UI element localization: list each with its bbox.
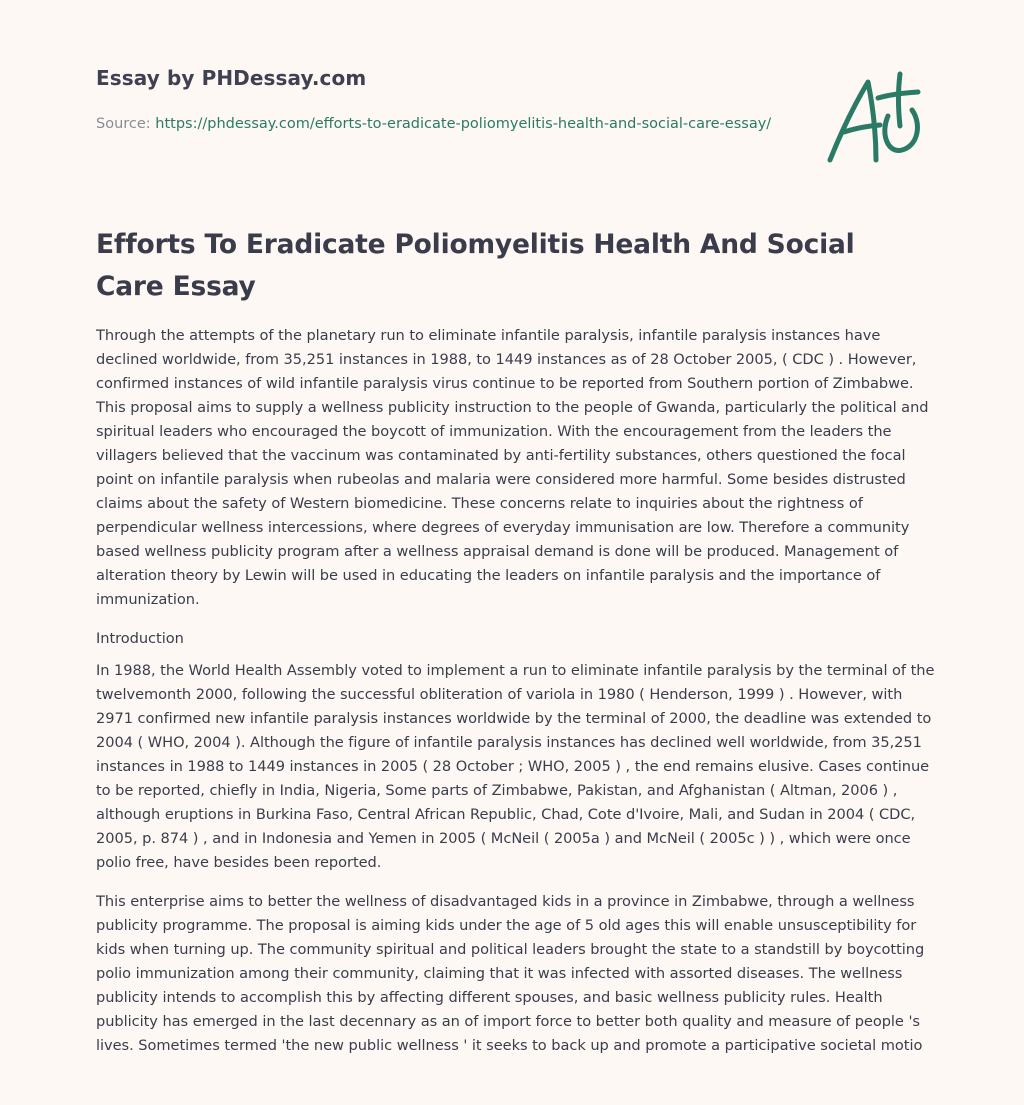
source-line (96, 112, 776, 136)
essay-title: Efforts To Eradicate Poliomyelitis Health And Social Care Essay (96, 229, 855, 302)
essay-paragraph: Through the attempts of the planetary run to eliminate infantile paralysis, infantile paralysis instances have declined worldwide, from 35,251 instances in 1988, to 1449 instances as of 28 October 2005, ( CDC ) . However, confirmed instances of wild infantile paralysis virus continue to be reported from Southern portion of Zimbabwe. This proposal aims to supply a wellness publicity instruction to the people of Gwanda, particularly the political and spiritual leaders who encouraged the boycott of immunization. With the encouragement from the leaders the villagers believed that the vaccinum was contaminated by anti-fertility substances, others questioned the focal point on infantile paralysis when rubeolas and malaria were considered more harmful. Some besides distrusted claims about the safety of Western biomedicine. These concerns relate to inquiries about the rightness of perpendicular wellness intercessions, where degrees of everyday immunisation are low. Therefore a community based wellness publicity program after a wellness appraisal demand is done will be produced. Management of alteration theory by Lewin will be used in educating the leaders on infantile paralysis and the importance of immunization. (96, 327, 929, 608)
essay-paragraph: In 1988, the World Health Assembly voted to implement a run to eliminate infantile paralysis by the terminal of the twelvemonth 2000, following the successful obliteration of variola in 1980 ( Henderson, 1999 ) . However, with 2971 confirmed new infantile paralysis instances worldwide by the terminal of 2000, the deadline was extended to 2004 ( WHO, 2004 ). Although the figure of infantile paralysis instances has declined well worldwide, from 35,251 instances in 1988 to 1449 instances in 2005 ( 28 October ; WHO, 2005 ) , the end remains elusive. Cases continue to be reported, chiefly in India, Nigeria, Some parts of Zimbabwe, Pakistan, and Afghanistan ( Altman, 2006 ) , although eruptions in Burkina Faso, Central African Republic, Chad, Cote d'Ivoire, Mali, and Sudan in 2004 ( CDC, 2005, p. 874 ) , and in Indonesia and Yemen in 2005 ( McNeil ( 2005a ) and McNeil ( 2005c ) ) , which were once polio free, have besides been reported. (96, 662, 935, 871)
a-plus-logo-icon (826, 68, 930, 168)
essay-paragraph: This enterprise aims to better the wellness of disadvantaged kids in a province in Zimbabwe, through a wellness publicity programme. The proposal is aiming kids under the age of 5 old ages this will enable unsusceptibility for kids when turning up. The community spiritual and political leaders brought the state to a standstill by boycotting polio immunization among their community, claiming that it was infected with assorted diseases. The wellness publicity intends to accomplish this by affecting different spouses, and basic wellness publicity rules. Health publicity has emerged in the last decennary as an of import force to better both quality and measure of people 's lives. Sometimes termed 'the new public wellness ' it seeks to back up and promote a participative societal motio (96, 893, 925, 1054)
essay-body (96, 324, 936, 1073)
source-link[interactable]: https://phdessay.com/efforts-to-eradicate-poliomyelitis-health-and-social-care-essay/ (155, 116, 772, 132)
section-heading: Introduction (96, 630, 184, 647)
site-brand: Essay by PHDessay.com (96, 66, 367, 90)
source-label: Source: (96, 116, 151, 132)
